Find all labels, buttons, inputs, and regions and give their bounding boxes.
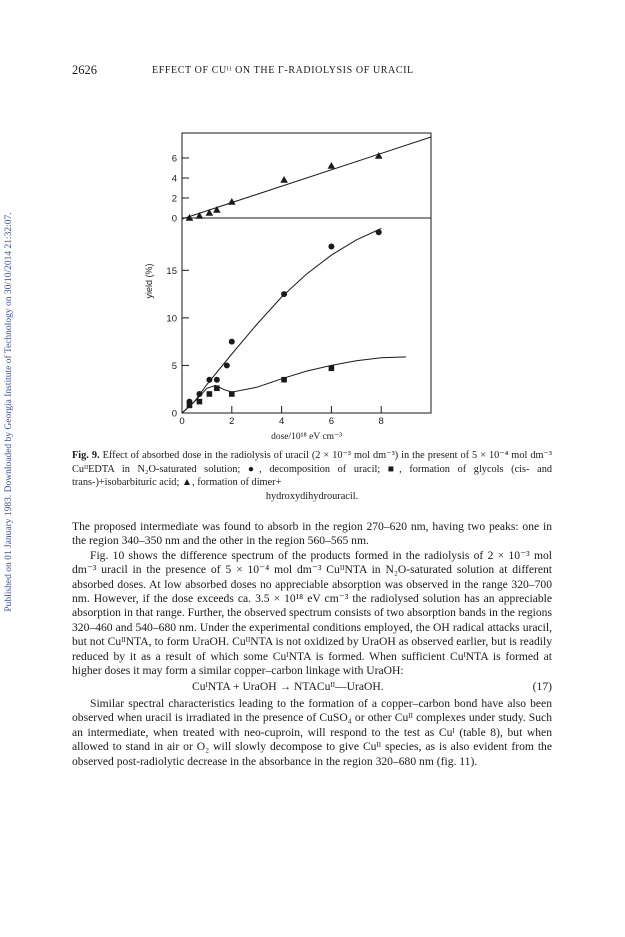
glycols-point [329,365,335,371]
dimer-point [206,209,214,216]
uracil-decomposition-point [229,339,235,345]
glycols-point [229,391,235,397]
download-notice-text: Published on 01 January 1983. Downloaded by Georgia Institute of Technology on 30/10/2014 21:32:07. [4,212,14,612]
uracil-decomposition-point [214,377,220,383]
x-axis-label: dose/10¹⁸ eV cm⁻³ [271,432,342,442]
glycols-curve [182,357,406,413]
dimer-point [328,162,336,169]
uracil-decomposition-point [206,377,212,383]
paragraph-2: Fig. 10 shows the difference spectrum of the products formed in the radiolysis of 2 × 10⁻³ mol dm⁻³ uracil in the presence of 5 × 10⁻⁴ mol dm⁻³ CuᴵᴵNTA in N₂O-saturated solution at different absorbed doses. At low absorbed doses no appreciable absorption was observed in the range 320–700 nm. However, if the dose exceeds ca. 3.5 × 10¹⁸ eV cm⁻³ the radiolysed solution has an appreciable absorption in that range. Further, the observed spectrum consists of two absorption bands in the regions 320–460 and 540–680 nm. Under the experimental conditions employed, the OH radical attacks uracil, but not CuᴵᴵNTA, to form UraOH. CuᴵᴵNTA is not oxidized by UraOH as observed earlier, but is readily reduced by it as a result of which some CuᴵNTA is formed. When sufficient CuᴵNTA is formed at higher doses it may form a similar copper–carbon linkage with UraOH: [72,548,552,678]
lower-y-tick-label: 5 [171,360,177,372]
equation-17 [72,678,552,696]
glycols-point [197,399,203,405]
y-axis-label: yield (%) [144,263,154,299]
uracil-decomposition-point [281,291,287,297]
upper-y-tick-label: 4 [171,173,177,185]
lower-y-tick-label: 15 [166,265,177,277]
lower-y-tick-label: 0 [171,408,177,420]
uracil-decomposition-point [328,244,334,250]
x-tick-label: 2 [229,416,235,427]
x-tick-label: 8 [378,416,384,427]
uracil-decomposition-point [224,362,230,368]
x-tick-label: 4 [278,416,285,427]
figure-caption [72,449,552,503]
glycols-point [207,391,213,397]
equation-number: (17) [532,680,552,694]
paragraph-3: Similar spectral characteristics leading to the formation of a copper–carbon bond have also been observed when uracil is irradiated in the presence of CuSO₄ or other Cuᴵᴵ complexes under study. Such an intermediate, when treated with neo-cuproin, will respond to the test as Cuᴵ (table 8), but when allowed to stand in air or O₂ will slowly decompose to give Cuᴵᴵ species, as is also evident from the observed post-radiolytic decrease in the absorbance in the region 320–680 nm (fig. 11). [72,696,552,768]
glycols-point [281,377,287,383]
body-text [72,520,552,769]
download-notice [2,112,16,712]
running-head: EFFECT OF CUᴵᴵ ON THE Γ-RADIOLYSIS OF URACIL [152,65,414,76]
dimer-point [280,176,288,183]
lower-y-tick-label: 10 [166,313,177,325]
x-tick-label: 0 [179,416,185,427]
uracil-decomposition-point [376,229,382,235]
figure-9-chart [130,86,450,446]
dimer-fit-line [182,137,431,219]
paragraph-1: The proposed intermediate was found to absorb in the region 270–620 nm, having two peaks: one in the region 340–350 nm and the other in the region 560–565 nm. [72,520,552,548]
caption-label: Fig. 9. [72,450,100,461]
upper-y-tick-label: 2 [171,193,177,205]
dimer-point [196,212,204,219]
glycols-point [214,385,220,391]
page-number: 2626 [72,63,97,77]
glycols-point [187,403,193,409]
x-tick-label: 6 [328,416,335,427]
caption-text: Effect of absorbed dose in the radiolysis of uracil (2 × 10⁻³ mol dm⁻³) in the present of 5 × 10⁻⁴ mol dm⁻³ CuᴵᴵEDTA in N₂O-saturated solution; ●, decomposition of uracil; ■, formation of glycols (cis- and trans-)+isobarbituric acid; ▲, formation of dimer+ [72,450,553,489]
upper-y-tick-label: 0 [171,213,177,225]
caption-last-line: hydroxydihydrouracil. [265,490,359,502]
equation-text: CuᴵNTA + UraOH → NTACuᴵᴵ—UraOH. [192,680,384,694]
uracil-decomposition-curve [182,229,381,414]
upper-y-tick-label: 6 [171,153,177,165]
